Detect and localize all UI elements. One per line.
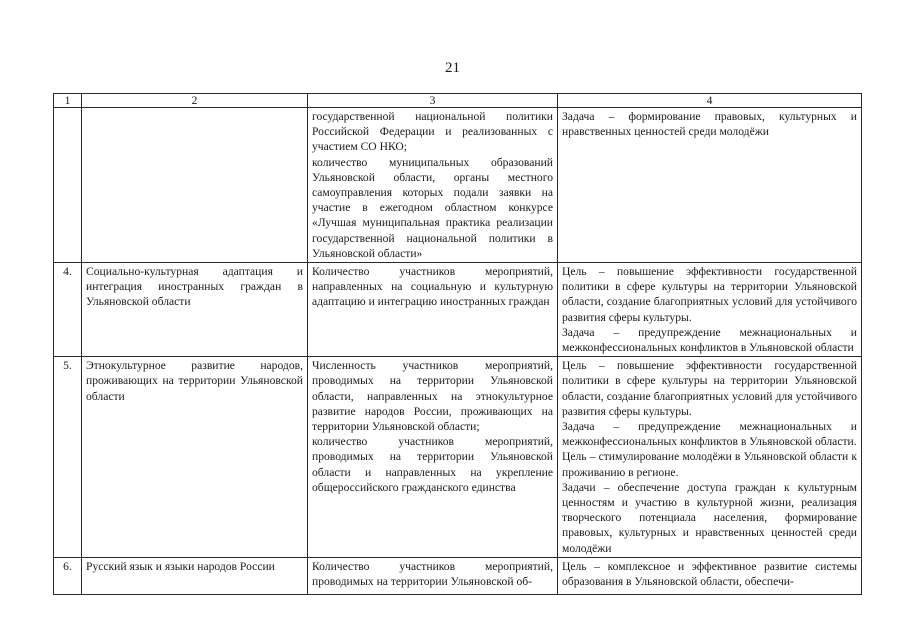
goal-text: Задачи – обеспечение доступа граждан к культурным ценностям и участию в культурной жизни, реализация творческого потенциала населения, формирование правовых, культурных и нравственных ценностей среди молодёжи xyxy=(562,480,857,555)
row-number: 5. xyxy=(54,357,82,558)
column-number: 1 xyxy=(54,94,82,108)
goal-text: Цель – стимулирование молодёжи в Ульяновской области к проживанию в регионе. xyxy=(562,450,857,479)
row-name xyxy=(82,108,308,263)
table-row xyxy=(54,108,862,263)
column-number: 4 xyxy=(558,94,862,108)
row-name-text: Русский язык и языки народов России xyxy=(86,559,275,573)
indicator-text: Численность участников мероприятий, проводимых на территории Ульяновской области, направленных на этнокультурное развитие народов России, проживающих на территории Ульяновской области; xyxy=(312,359,553,434)
row-name: Социально-культурная адаптация и интеграция иностранных граждан в Ульяновской области xyxy=(82,263,308,357)
indicator-text: Количество участников мероприятий, направленных на социальную и культурную адаптацию и интеграцию иностранных граждан xyxy=(312,265,553,309)
row-indicators xyxy=(308,263,558,357)
indicator-text: государственной национальной политики Российской Федерации и реализованных с участием СО НКО; xyxy=(312,110,553,154)
row-indicators xyxy=(308,557,558,594)
row-name: Этнокультурное развитие народов, проживающих на территории Ульяновской области xyxy=(82,357,308,558)
indicator-text: количество участников мероприятий, проводимых на территории Ульяновской области и направленных на укрепление общероссийского гражданского единства xyxy=(312,435,553,494)
row-number-text: 6. xyxy=(63,559,72,573)
page-number: 21 xyxy=(445,60,460,76)
program-table xyxy=(53,93,862,595)
row-indicators xyxy=(308,108,558,263)
indicator-text: количество муниципальных образований Ульяновской области, органы местного самоуправления которых подали заявки на участие в ежегодном областном конкурсе «Лучшая муниципальная практика реализации государственной национальной политики в Ульяновской области» xyxy=(312,155,553,260)
goal-text: Задача – формирование правовых, культурных и нравственных ценностей среди молодёжи xyxy=(562,110,857,139)
row-goals xyxy=(558,357,862,558)
column-number: 2 xyxy=(82,94,308,108)
goal-text: Цель – повышение эффективности государственной политики в сфере культуры на территории Ульяновской области, создание благоприятных условий для устойчивого развития сферы культуры. xyxy=(562,265,857,324)
goal-text: Задача – предупреждение межнациональных и межконфессиональных конфликтов в Ульяновской области. xyxy=(562,420,857,449)
column-number: 3 xyxy=(308,94,558,108)
column-number-row xyxy=(54,94,862,108)
row-number xyxy=(54,108,82,263)
row-goals xyxy=(558,557,862,594)
goal-text: Цель – повышение эффективности государственной политики в сфере культуры на территории Ульяновской области, создание благоприятных условий для устойчивого развития сферы культуры. xyxy=(562,359,857,418)
row-number xyxy=(54,557,82,594)
table-row xyxy=(54,263,862,357)
goal-text: Цель – комплексное и эффективное развитие системы образования в Ульяновской области, обеспечи- xyxy=(562,559,857,589)
row-goals xyxy=(558,108,862,263)
table-row xyxy=(54,557,862,594)
row-name xyxy=(82,557,308,594)
row-indicators xyxy=(308,357,558,558)
row-goals xyxy=(558,263,862,357)
table-row xyxy=(54,357,862,558)
row-number: 4. xyxy=(54,263,82,357)
goal-text: Задача – предупреждение межнациональных и межконфессиональных конфликтов в Ульяновской области xyxy=(562,325,857,355)
indicator-text: Количество участников мероприятий, проводимых на территории Ульяновской об- xyxy=(312,559,553,589)
